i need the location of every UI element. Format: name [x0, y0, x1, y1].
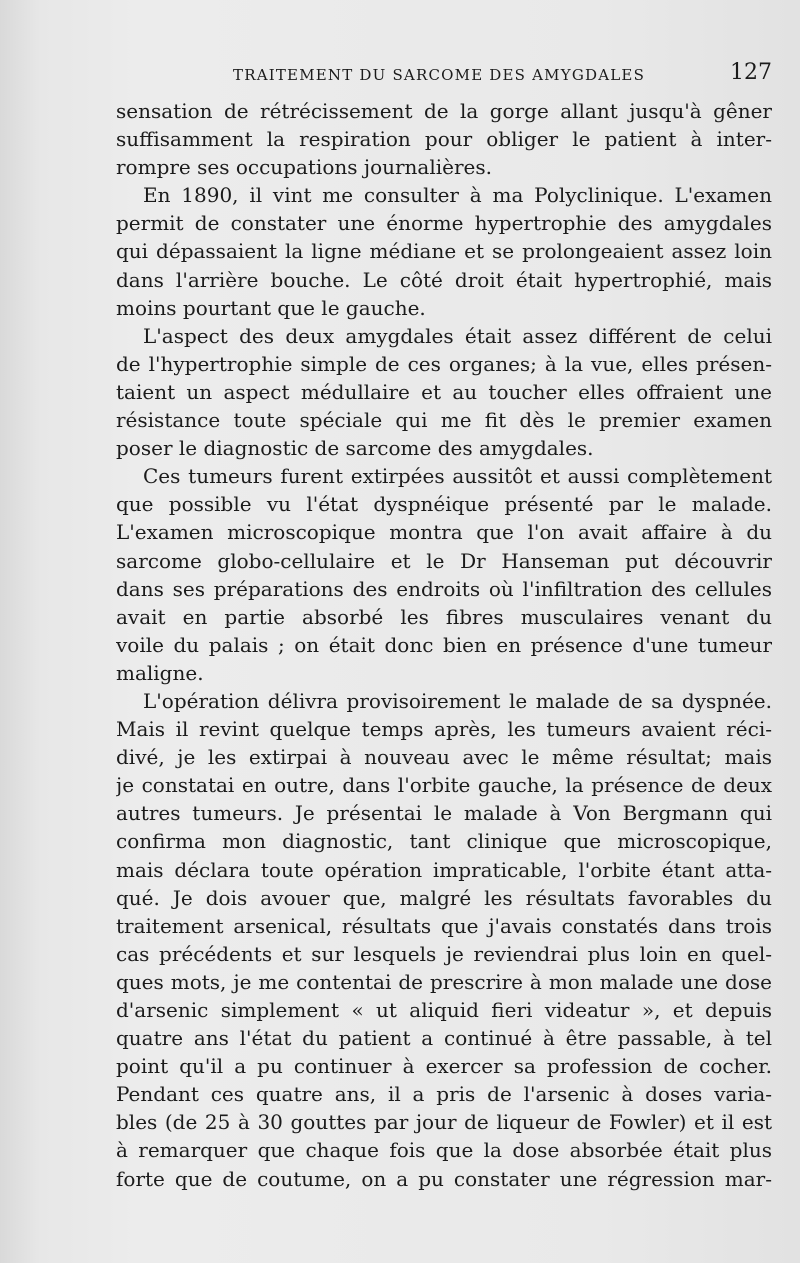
text-line: voile du palais ; on était donc bien en présence d'une tumeur [116, 632, 772, 657]
text-line: L'opération délivra provisoirement le malade de sa dyspnée. [143, 688, 772, 713]
text-line: ques mots, je me contentai de prescrire à mon malade une dose [116, 969, 772, 994]
text-line: à remarquer que chaque fois que la dose absorbée était plus [116, 1138, 772, 1163]
text-line: moins pourtant que le gauche. [116, 295, 426, 320]
body-text [116, 97, 772, 1193]
text-line: je constatai en outre, dans l'orbite gauche, la présence de deux [116, 773, 772, 798]
text-line: divé, je les extirpai à nouveau avec le même résultat; mais [116, 745, 772, 770]
text-line: mais déclara toute opération impraticable, l'orbite étant atta- [116, 857, 772, 882]
text-line: permit de constater une énorme hypertrophie des amygdales [116, 211, 772, 236]
page-number: 127 [730, 60, 772, 85]
text-line: autres tumeurs. Je présentai le malade à Von Bergmann qui [116, 801, 772, 826]
text-line: sarcome globo-cellulaire et le Dr Hanseman put découvrir [116, 548, 772, 573]
text-line: d'arsenic simplement « ut aliquid fieri videatur », et depuis [116, 998, 772, 1022]
text-line: sensation de rétrécissement de la gorge allant jusqu'à gêner [116, 99, 772, 123]
text-line: maligne. [116, 660, 204, 685]
text-line: avait en partie absorbé les fibres musculaires venant du [116, 604, 772, 629]
text-line: poser le diagnostic de sarcome des amygdales. [116, 436, 594, 461]
text-line: qui dépassaient la ligne médiane et se prolongeaient assez loin [116, 239, 772, 264]
text-line: bles (de 25 à 30 gouttes par jour de liqueur de Fowler) et il est [116, 1110, 772, 1135]
text-line: L'aspect des deux amygdales était assez différent de celui [143, 323, 772, 348]
text-line: taient un aspect médullaire et au toucher elles offraient une [116, 379, 772, 404]
text-line: Mais il revint quelque temps après, les tumeurs avaient réci- [116, 717, 772, 742]
text-line: dans ses préparations des endroits où l'infiltration des cellules [116, 576, 772, 601]
text-line: résistance toute spéciale qui me fit dès le premier examen [116, 408, 772, 433]
text-line: de l'hypertrophie simple de ces organes; à la vue, elles présen- [116, 351, 772, 376]
text-line: point qu'il a pu continuer à exercer sa profession de cocher. [116, 1054, 772, 1079]
text-line: que possible vu l'état dyspnéique présenté par le malade. [116, 492, 772, 517]
running-title: TRAITEMENT DU SARCOME DES AMYGDALES [233, 66, 646, 84]
running-head [115, 60, 772, 90]
text-line: forte que de coutume, on a pu constater une régression mar- [116, 1166, 772, 1191]
text-line: qué. Je dois avouer que, malgré les résultats favorables du [116, 885, 772, 910]
text-line: Pendant ces quatre ans, il a pris de l'arsenic à doses varia- [116, 1082, 772, 1107]
text-line: rompre ses occupations journalières. [116, 155, 493, 180]
text-line: dans l'arrière bouche. Le côté droit était hypertrophié, mais [116, 267, 772, 292]
text-line: En 1890, il vint me consulter à ma Polyclinique. L'examen [143, 183, 772, 208]
text-line: cas précédents et sur lesquels je reviendrai plus loin en quel- [116, 941, 772, 966]
text-line: quatre ans l'état du patient a continué à être passable, à tel [116, 1026, 772, 1051]
text-line: traitement arsenical, résultats que j'avais constatés dans trois [116, 913, 772, 938]
text-line: L'examen microscopique montra que l'on avait affaire à du [116, 520, 772, 545]
text-line: Ces tumeurs furent extirpées aussitôt et aussi complètement [143, 464, 772, 489]
text-line: suffisamment la respiration pour obliger le patient à inter- [116, 127, 772, 152]
text-line: confirma mon diagnostic, tant clinique que microscopique, [116, 829, 772, 854]
